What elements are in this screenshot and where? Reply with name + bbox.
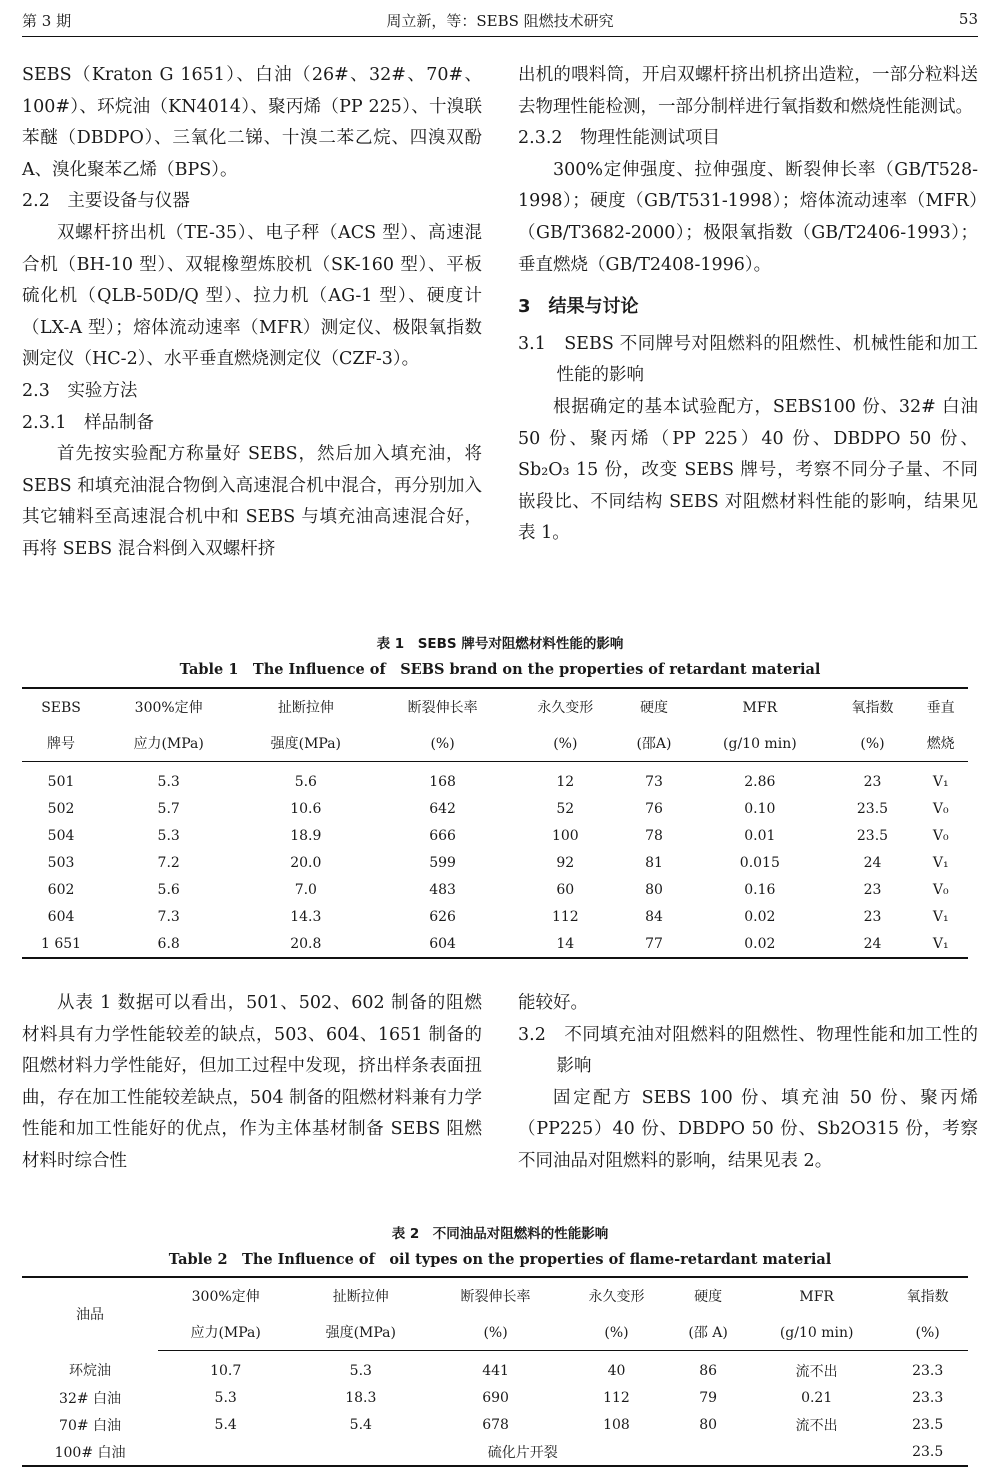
table2-cell: 23.3 bbox=[912, 1362, 944, 1379]
table2-header-cell: (%) bbox=[428, 1314, 562, 1351]
table2-cell: 100# 白油 bbox=[22, 1438, 158, 1466]
table1-header-cell: 扯断拉伸 bbox=[237, 688, 374, 725]
table2-header-row-2 bbox=[22, 1314, 968, 1351]
table2-cell: 441 bbox=[482, 1362, 509, 1379]
table2-body bbox=[22, 1351, 968, 1467]
table1-cell: V₀ bbox=[932, 881, 949, 898]
table2-cell: 690 bbox=[482, 1389, 509, 1406]
table2-header-cell: (邵 A) bbox=[670, 1314, 746, 1351]
table1-cell: 642 bbox=[429, 800, 456, 817]
table2-cell: 32# 白油 bbox=[59, 1390, 122, 1407]
table2-header-cell: 硬度 bbox=[670, 1277, 746, 1314]
table2-note-cell: 硫化片开裂 bbox=[158, 1438, 887, 1466]
section-3-1-paragraph: 根据确定的基本试验配方，SEBS100 份、32# 白油 50 份、聚丙烯（PP 225）40 份、DBDPO 50 份、Sb₂O₃ 15 份，改变 SEBS 牌号，考察不同分子量、不同嵌段比、不同结构 SEBS 对阻燃材料性能的影响，结果见表 1。 bbox=[518, 396, 978, 544]
header-rule bbox=[22, 36, 978, 37]
table1-cell: 52 bbox=[556, 800, 575, 817]
table1-header-cell: 强度(MPa) bbox=[237, 725, 374, 762]
section-3-1-heading: 3.1 SEBS 不同牌号对阻燃料的阻燃性、机械性能和加工性能的影响 bbox=[518, 333, 978, 386]
table1-cell: 60 bbox=[556, 881, 575, 898]
upper-right-column bbox=[518, 60, 978, 550]
section-3-heading: 3 结果与讨论 bbox=[518, 296, 639, 318]
table1-cell: 5.3 bbox=[157, 773, 180, 790]
table1-cell: V₁ bbox=[932, 854, 949, 871]
table1-cell: 18.9 bbox=[290, 827, 322, 844]
table1-cell: 604 bbox=[47, 908, 75, 925]
section-2-3-2-heading: 2.3.2 物理性能测试项目 bbox=[518, 128, 721, 149]
table1-cell: 84 bbox=[645, 908, 663, 925]
table1-cell: 112 bbox=[551, 908, 579, 925]
table-row bbox=[22, 762, 968, 796]
issue-number: 第 3 期 bbox=[22, 12, 72, 30]
section-2-3-heading: 2.3 实验方法 bbox=[22, 380, 138, 401]
table2-cell: 86 bbox=[699, 1362, 718, 1379]
table1-caption-zh: 表 1 SEBS 牌号对阻燃材料性能的影响 bbox=[376, 636, 624, 652]
section-3-2-paragraph: 固定配方 SEBS 100 份、填充油 50 份、聚丙烯（PP225）40 份、DBDPO 50 份、Sb2O315 份，考察不同油品对阻燃料的影响，结果见表 2。 bbox=[518, 1087, 978, 1171]
table2-header-cell: 应力(MPa) bbox=[158, 1314, 293, 1351]
table2-cell: 70# 白油 bbox=[59, 1417, 122, 1434]
table1-cell: 14 bbox=[511, 930, 620, 958]
table1-cell: 168 bbox=[429, 773, 456, 790]
table1-discussion: 从表 1 数据可以看出，501、502、602 制备的阻燃材料具有力学性能较差的缺点，503、604、1651 制备的阻燃材料力学性能好，但加工过程中发现，挤出样条表面扭曲，存在加工性能较差缺点，504 制备的阻燃材料兼有力学性能和加工性能好的优点，作为主体基材制备 SEBS 阻燃材料时综合性 bbox=[22, 993, 482, 1171]
table2-cell: 18.3 bbox=[345, 1389, 377, 1406]
table1-cell: 77 bbox=[620, 930, 688, 958]
table1-header-cell: 牌号 bbox=[22, 725, 100, 762]
table-row bbox=[22, 822, 968, 849]
table2-cell: 678 bbox=[482, 1416, 509, 1433]
table-row bbox=[22, 1351, 968, 1385]
table2-cell: 10.7 bbox=[210, 1362, 242, 1379]
section-2-3-1-heading: 2.3.1 样品制备 bbox=[22, 412, 155, 433]
table1-cell: V₀ bbox=[932, 800, 949, 817]
table-row bbox=[22, 903, 968, 930]
table1-header-cell: SEBS bbox=[22, 688, 100, 725]
table-row bbox=[22, 849, 968, 876]
upper-left-column bbox=[22, 60, 482, 566]
table1-cell: 80 bbox=[645, 881, 663, 898]
table1-header-cell: 断裂伸长率 bbox=[374, 688, 510, 725]
table1-header-cell: MFR bbox=[688, 688, 831, 725]
table2 bbox=[22, 1276, 968, 1467]
table1-cell: 92 bbox=[556, 854, 575, 871]
table1-cell: 502 bbox=[47, 800, 75, 817]
table2-cell: 112 bbox=[603, 1389, 630, 1406]
table1-cell: 100 bbox=[551, 827, 579, 844]
tests-paragraph: 300%定伸强度、拉伸强度、断裂伸长率（GB/T528-1998）；硬度（GB/T531-1998）；熔体流动速率（MFR）（GB/T3682-2000）；极限氧指数（GB/T2406-1993）；垂直燃烧（GB/T2408-1996）。 bbox=[518, 159, 978, 275]
table1-cell: V₀ bbox=[932, 827, 949, 844]
table2-cell: 79 bbox=[699, 1389, 718, 1406]
table1-cell: 10.6 bbox=[290, 800, 322, 817]
table1-cell: 0.16 bbox=[744, 881, 776, 898]
table2-cell: 流不出 bbox=[795, 1417, 838, 1434]
table1-cell: 24 bbox=[863, 854, 882, 871]
table2-cell: 40 bbox=[607, 1362, 626, 1379]
table2-header-cell: (%) bbox=[563, 1314, 670, 1351]
table2-header-cell: 永久变形 bbox=[563, 1277, 670, 1314]
table-row bbox=[22, 1411, 968, 1438]
table2-cell: 23.5 bbox=[887, 1438, 968, 1466]
table1-cell: 24 bbox=[832, 930, 914, 958]
table2-header-cell: (g/10 min) bbox=[746, 1314, 887, 1351]
table2-header-cell: 断裂伸长率 bbox=[428, 1277, 562, 1314]
table2-header-cell: MFR bbox=[746, 1277, 887, 1314]
table1-cell: 503 bbox=[47, 854, 75, 871]
table1-cell: 23 bbox=[863, 881, 882, 898]
table2-cell: 5.4 bbox=[214, 1416, 237, 1433]
table2-header-cell: 扯断拉伸 bbox=[293, 1277, 428, 1314]
table1-header-cell: 硬度 bbox=[620, 688, 688, 725]
table1-header-cell: 300%定伸 bbox=[100, 688, 237, 725]
table1-cell: 6.8 bbox=[100, 930, 237, 958]
table2-caption-en: Table 2 The Influence of oil types on the properties of flame-retardant material bbox=[168, 1251, 832, 1268]
table2-caption-zh: 表 2 不同油品对阻燃料的性能影响 bbox=[391, 1226, 609, 1242]
table2-cell: 23.5 bbox=[912, 1416, 944, 1433]
table1-cell: 602 bbox=[47, 881, 75, 898]
table2-cell: 5.3 bbox=[349, 1362, 372, 1379]
table1-header-cell: (%) bbox=[374, 725, 510, 762]
table1-cell: 5.7 bbox=[157, 800, 180, 817]
table1-cell: 23 bbox=[863, 773, 882, 790]
table1-caption-en: Table 1 The Influence of SEBS brand on the properties of retardant material bbox=[179, 661, 821, 678]
table1-cell: 20.0 bbox=[290, 854, 322, 871]
table1-cell: 7.2 bbox=[157, 854, 180, 871]
table1-cell: 20.8 bbox=[237, 930, 374, 958]
table1-cell: 76 bbox=[645, 800, 663, 817]
table1-cell: 23 bbox=[863, 908, 882, 925]
table-row bbox=[22, 1384, 968, 1411]
table1-cell: 14.3 bbox=[290, 908, 322, 925]
table1-cell: 483 bbox=[429, 881, 456, 898]
table1-cell: 7.3 bbox=[157, 908, 180, 925]
sample-prep-continued: 出机的喂料筒，开启双螺杆挤出机挤出造粒，一部分粒料送去物理性能检测，一部分制样进行氧指数和燃烧性能测试。 bbox=[518, 65, 978, 117]
table1-cell: 5.6 bbox=[294, 773, 317, 790]
table1-header-cell: 燃烧 bbox=[913, 725, 968, 762]
table1-header-cell: 应力(MPa) bbox=[100, 725, 237, 762]
table1-cell: 0.02 bbox=[688, 930, 831, 958]
table2-cell: 80 bbox=[699, 1416, 718, 1433]
table1-cell: 78 bbox=[645, 827, 663, 844]
table2-cell: 0.21 bbox=[801, 1389, 833, 1406]
table2-header-cell: (%) bbox=[887, 1314, 968, 1351]
table1-cell: 0.02 bbox=[744, 908, 776, 925]
table1-cell: 23.5 bbox=[856, 827, 889, 844]
table2-header-row-1 bbox=[22, 1277, 968, 1314]
table2-header-oil: 油品 bbox=[22, 1277, 158, 1351]
table-row bbox=[22, 876, 968, 903]
table1-cell: 2.86 bbox=[744, 773, 776, 790]
table1-cell: 501 bbox=[47, 773, 75, 790]
page-number: 53 bbox=[958, 10, 978, 28]
table-row bbox=[22, 930, 968, 958]
table1-header-cell: (g/10 min) bbox=[688, 725, 831, 762]
table1 bbox=[22, 687, 968, 959]
section-3-2-heading: 3.2 不同填充油对阻燃料的阻燃性、物理性能和加工性的影响 bbox=[518, 1024, 978, 1077]
table1-cell: 626 bbox=[429, 908, 456, 925]
table2-cell: 环烷油 bbox=[69, 1363, 112, 1380]
table2-cell: 5.4 bbox=[349, 1416, 372, 1433]
table1-cell: V₁ bbox=[932, 773, 949, 790]
table1-cell: 599 bbox=[429, 854, 456, 871]
materials-paragraph: SEBS（Kraton G 1651）、白油（26#、32#、70#、100#）、环烷油（KN4014）、聚丙烯（PP 225）、十溴联苯醚（DBDPO）、三氧化二锑、十溴二苯乙烷、四溴双酚 A、溴化聚苯乙烯（BPS）。 bbox=[22, 65, 482, 180]
table1-cell: V₁ bbox=[932, 908, 949, 925]
table1-cell: 12 bbox=[556, 773, 575, 790]
table1-body bbox=[22, 762, 968, 959]
table1-cell: 5.6 bbox=[157, 881, 180, 898]
table1-header-cell: (%) bbox=[832, 725, 914, 762]
table1-header-cell: 垂直 bbox=[913, 688, 968, 725]
table1-cell: 23.5 bbox=[856, 800, 889, 817]
table1-cell: 5.3 bbox=[157, 827, 180, 844]
table2-header-cell: 300%定伸 bbox=[158, 1277, 293, 1314]
table1-header-cell: (邵A) bbox=[620, 725, 688, 762]
sample-prep-paragraph: 首先按实验配方称量好 SEBS，然后加入填充油，将 SEBS 和填充油混合物倒入高速混合机中混合，再分别加入其它辅料至高速混合机中和 SEBS 与填充油高速混合好，再将 SEBS 混合料倒入双螺杆挤 bbox=[22, 444, 482, 559]
table1-cell: 7.0 bbox=[294, 881, 317, 898]
table1-header-cell: 永久变形 bbox=[511, 688, 620, 725]
lower-right-column bbox=[518, 988, 978, 1178]
table1-cell: 666 bbox=[429, 827, 456, 844]
table1-cell: 0.10 bbox=[744, 800, 776, 817]
table2-header-cell: 氧指数 bbox=[887, 1277, 968, 1314]
table2-cell: 5.3 bbox=[214, 1389, 237, 1406]
table1-cell: 0.015 bbox=[739, 854, 780, 871]
running-title: 周立新，等：SEBS 阻燃技术研究 bbox=[386, 12, 614, 30]
table2-header-cell: 强度(MPa) bbox=[293, 1314, 428, 1351]
table1-cell: 81 bbox=[645, 854, 663, 871]
table1-header-row-1 bbox=[22, 688, 968, 725]
table2-cell: 流不出 bbox=[795, 1363, 838, 1380]
table1-cell: 0.01 bbox=[744, 827, 776, 844]
table1-cell: 73 bbox=[645, 773, 663, 790]
table1-cell: 1 651 bbox=[22, 930, 100, 958]
table2-cell: 108 bbox=[603, 1416, 630, 1433]
table-row bbox=[22, 1438, 968, 1466]
table1-cell: V₁ bbox=[913, 930, 968, 958]
table1-cell: 504 bbox=[47, 827, 75, 844]
table1-header-cell: 氧指数 bbox=[832, 688, 914, 725]
table1-cell: 604 bbox=[374, 930, 510, 958]
page-header bbox=[22, 6, 978, 34]
equipment-paragraph: 双螺杆挤出机（TE-35）、电子秤（ACS 型）、高速混合机（BH-10 型）、双辊橡塑炼胶机（SK-160 型）、平板硫化机（QLB-50D/Q 型）、拉力机（AG-1 型）、硬度计（LX-A 型）；熔体流动速率（MFR）测定仪、极限氧指数测定仪（HC-2）、水平垂直燃烧测定仪（CZF-3）。 bbox=[22, 222, 482, 370]
lower-left-column bbox=[22, 988, 482, 1178]
table1-discussion-continued: 能较好。 bbox=[518, 993, 588, 1013]
section-2-2-heading: 2.2 主要设备与仪器 bbox=[22, 191, 190, 212]
table1-header-row-2 bbox=[22, 725, 968, 762]
table1-header-cell: (%) bbox=[511, 725, 620, 762]
table-row bbox=[22, 795, 968, 822]
table2-cell: 23.3 bbox=[912, 1389, 944, 1406]
